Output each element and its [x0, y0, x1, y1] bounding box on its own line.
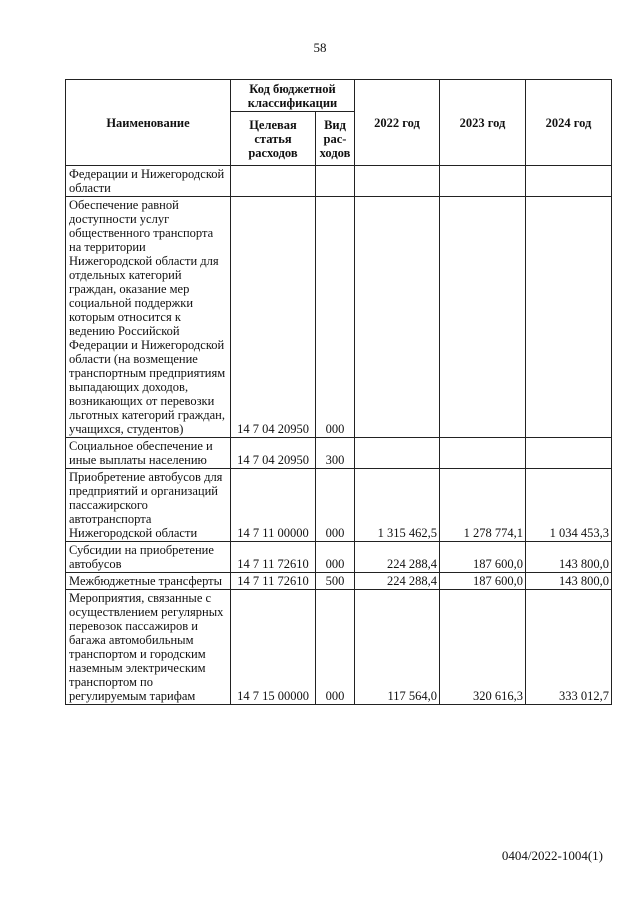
- row-name: Приобретение автобусов для предприятий и организаций пассажирского автотранспорта Нижегородской области: [66, 469, 231, 542]
- row-name: Социальное обеспечение и иные выплаты населению: [66, 438, 231, 469]
- table-row: [66, 573, 612, 590]
- row-2024: [526, 438, 612, 469]
- document-code: 0404/2022-1004(1): [501, 848, 603, 863]
- header-expense-type: Вид рас-ходов: [316, 112, 355, 166]
- header-name: Наименование: [66, 80, 231, 166]
- row-code: [231, 166, 316, 197]
- row-code: 14 7 11 72610: [231, 542, 316, 573]
- row-2022: 1 315 462,5: [355, 469, 440, 542]
- row-code: 14 7 04 20950: [231, 438, 316, 469]
- header-2022: 2022 год: [355, 80, 440, 166]
- header-2024: 2024 год: [526, 80, 612, 166]
- row-2023: 187 600,0: [440, 573, 526, 590]
- row-name: Мероприятия, связанные с осуществлением регулярных перевозок пассажиров и багажа автомобильным транспортом и городским наземным электрическим транспортом по регулируемым тарифам: [66, 590, 231, 705]
- header-2023: 2023 год: [440, 80, 526, 166]
- budget-table: [65, 79, 612, 705]
- table-row: [66, 166, 612, 197]
- header-target-article: Целевая статья расходов: [231, 112, 316, 166]
- row-2023: [440, 197, 526, 438]
- row-name: Обеспечение равной доступности услуг общественного транспорта на территории Нижегородской области для отдельных категорий граждан, оказание мер социальной поддержки которым относится к ведению Российской Федерации и Нижегородской области (на возмещение транспортным предприятиям выпадающих доходов, возникающих от перевозки льготных категорий граждан, учащихся, студентов): [66, 197, 231, 438]
- row-2024: 143 800,0: [526, 573, 612, 590]
- row-code: 14 7 15 00000: [231, 590, 316, 705]
- row-name: Межбюджетные трансферты: [66, 573, 231, 590]
- row-type: 000: [316, 197, 355, 438]
- row-type: 300: [316, 438, 355, 469]
- row-2024: 143 800,0: [526, 542, 612, 573]
- row-code: 14 7 11 72610: [231, 573, 316, 590]
- row-2024: 1 034 453,3: [526, 469, 612, 542]
- row-2022: 224 288,4: [355, 542, 440, 573]
- row-type: 000: [316, 469, 355, 542]
- table-row: [66, 590, 612, 705]
- header-budget-code: Код бюджетной классификации: [231, 80, 355, 112]
- page-number: 58: [313, 40, 327, 55]
- row-2023: [440, 438, 526, 469]
- row-type: 000: [316, 542, 355, 573]
- row-2023: 1 278 774,1: [440, 469, 526, 542]
- row-2023: 320 616,3: [440, 590, 526, 705]
- row-name: Федерации и Нижегородской области: [66, 166, 231, 197]
- row-2022: 117 564,0: [355, 590, 440, 705]
- row-type: 000: [316, 590, 355, 705]
- table-row: [66, 438, 612, 469]
- row-2023: [440, 166, 526, 197]
- row-2024: [526, 197, 612, 438]
- row-type: 500: [316, 573, 355, 590]
- row-2022: [355, 438, 440, 469]
- row-2024: [526, 166, 612, 197]
- row-2022: 224 288,4: [355, 573, 440, 590]
- row-2023: 187 600,0: [440, 542, 526, 573]
- table-row: [66, 469, 612, 542]
- row-code: 14 7 11 00000: [231, 469, 316, 542]
- table-row: [66, 197, 612, 438]
- row-type: [316, 166, 355, 197]
- row-2022: [355, 166, 440, 197]
- table-row: [66, 542, 612, 573]
- row-2024: 333 012,7: [526, 590, 612, 705]
- row-name: Субсидии на приобретение автобусов: [66, 542, 231, 573]
- row-code: 14 7 04 20950: [231, 197, 316, 438]
- row-2022: [355, 197, 440, 438]
